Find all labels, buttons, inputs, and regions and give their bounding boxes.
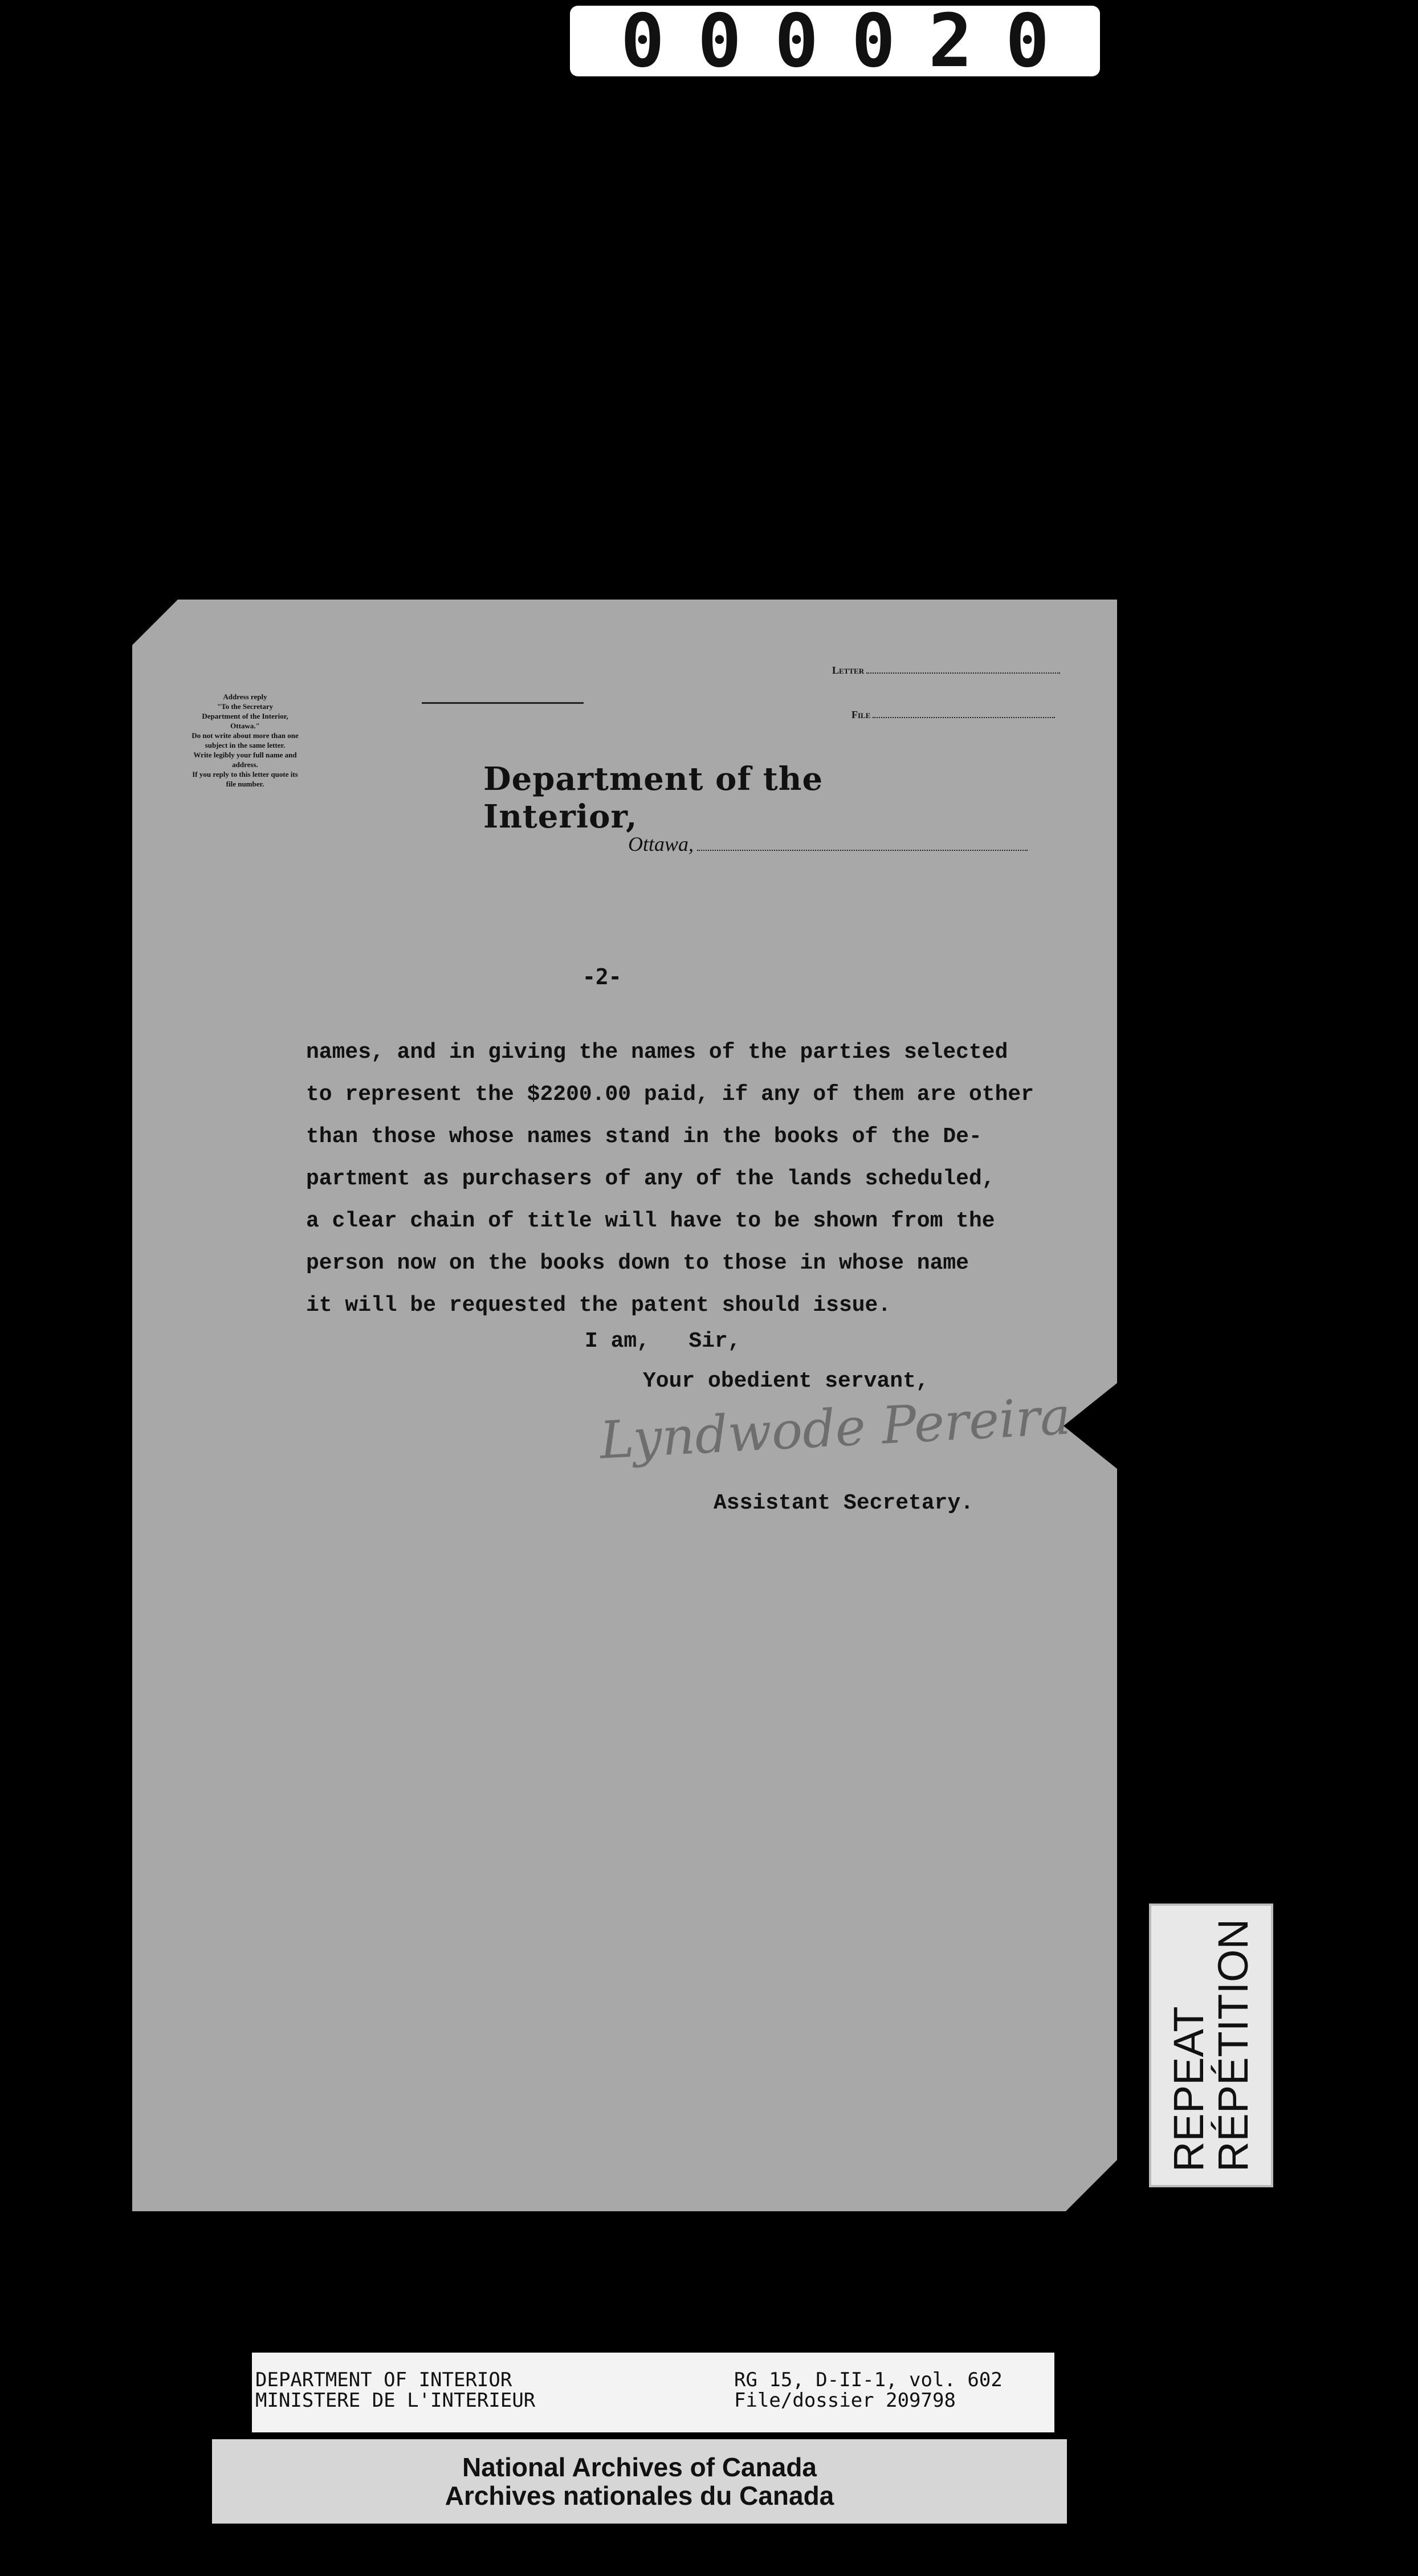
closing: Your obedient servant, bbox=[643, 1369, 929, 1393]
body-line: a clear chain of title will have to be shown from the bbox=[306, 1209, 995, 1233]
department-heading: Department of the Interior, bbox=[483, 760, 824, 835]
address-note-line: If you reply to this letter quote its bbox=[192, 770, 298, 778]
signature: Lyndwode Pereira bbox=[598, 1386, 1073, 1471]
body-line: person now on the books down to those in whose name bbox=[306, 1251, 969, 1275]
archives-label bbox=[212, 2439, 1067, 2524]
repeat-label-text bbox=[1167, 1919, 1256, 2172]
repeat-label-en: REPEAT bbox=[1165, 2006, 1212, 2173]
address-note-line: subject in the same letter. bbox=[205, 741, 286, 749]
letter-body bbox=[306, 1032, 1150, 1327]
letter-page bbox=[132, 600, 1117, 2211]
page-notch bbox=[1064, 1380, 1120, 1472]
signatory-title: Assistant Secretary. bbox=[714, 1491, 974, 1515]
file-ref-line bbox=[851, 709, 1055, 721]
address-note-line: file number. bbox=[226, 780, 264, 788]
address-note-line: Address reply bbox=[223, 692, 267, 701]
reference-file-number: File/dossier 209798 bbox=[734, 2389, 956, 2412]
letter-ref-label: Letter bbox=[832, 665, 865, 676]
body-line: names, and in giving the names of the parties selected bbox=[306, 1040, 1008, 1065]
folded-corner bbox=[132, 600, 178, 645]
frame-number: 000020 bbox=[620, 0, 1083, 84]
repeat-label-fr: RÉPÉTITION bbox=[1209, 1918, 1257, 2173]
body-line: partment as purchasers of any of the lands scheduled, bbox=[306, 1167, 995, 1191]
salutation: I am, Sir, bbox=[585, 1329, 741, 1354]
place-label: Ottawa, bbox=[628, 833, 694, 855]
letter-ref-line bbox=[832, 665, 1060, 676]
reference-strip bbox=[252, 2353, 1054, 2432]
address-note-line: Write legibly your full name and bbox=[193, 751, 297, 759]
page-number: -2- bbox=[582, 964, 622, 989]
frame-number-label bbox=[570, 0, 1100, 84]
body-line: to represent the $2200.00 paid, if any of them are other bbox=[306, 1082, 1034, 1107]
reference-file bbox=[734, 2370, 1003, 2411]
address-note-line: Department of the Interior, bbox=[202, 712, 288, 720]
repeat-label bbox=[1149, 1904, 1273, 2187]
body-line: than those whose names stand in the books of the De- bbox=[306, 1124, 982, 1149]
file-ref-label: File bbox=[851, 709, 871, 720]
address-note-line: Ottawa." bbox=[230, 722, 260, 730]
reference-dept-fr: MINISTERE DE L'INTERIEUR bbox=[255, 2389, 536, 2412]
address-note-line: address. bbox=[232, 760, 258, 769]
archives-name-fr: Archives nationales du Canada bbox=[445, 2481, 834, 2510]
header-rule bbox=[422, 702, 584, 704]
body-line: it will be requested the patent should issue. bbox=[306, 1293, 891, 1318]
reference-dept-en: DEPARTMENT OF INTERIOR bbox=[255, 2369, 512, 2391]
folded-corner-bottom bbox=[1066, 2160, 1117, 2211]
reference-rg: RG 15, D-II-1, vol. 602 bbox=[734, 2369, 1003, 2391]
archives-name-en: National Archives of Canada bbox=[462, 2452, 817, 2482]
address-note-line: Do not write about more than one bbox=[191, 731, 299, 740]
address-note bbox=[171, 692, 319, 789]
reference-dept bbox=[255, 2370, 535, 2411]
place-line bbox=[628, 832, 1028, 856]
address-note-line: "To the Secretary bbox=[217, 702, 274, 711]
